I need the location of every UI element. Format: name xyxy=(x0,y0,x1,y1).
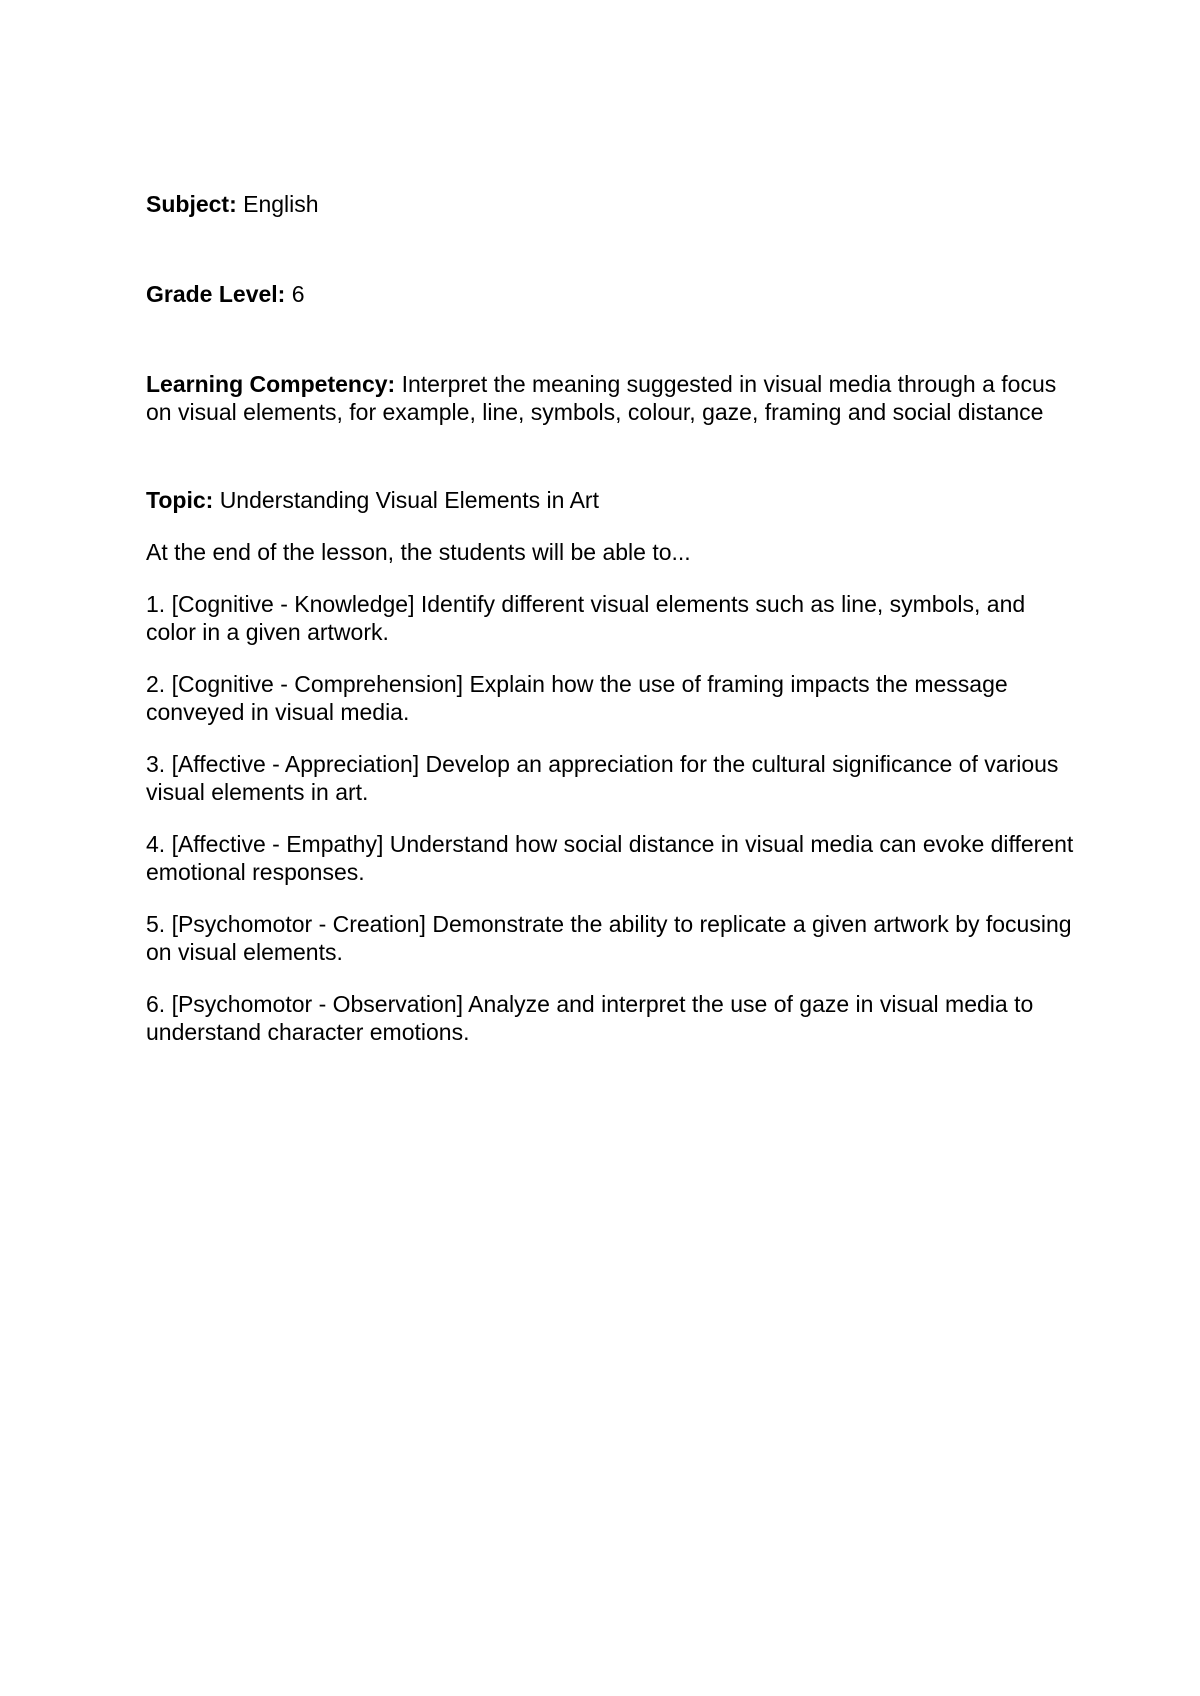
objective-item: 4. [Affective - Empathy] Understand how social distance in visual media can evoke different emotional responses. xyxy=(146,831,1074,885)
objective-item: 2. [Cognitive - Comprehension] Explain how the use of framing impacts the message conveyed in visual media. xyxy=(146,671,1008,725)
objective-item: 3. [Affective - Appreciation] Develop an appreciation for the cultural significance of various visual elements in art. xyxy=(146,751,1059,805)
grade-level-value: 6 xyxy=(291,281,305,307)
document-body xyxy=(146,190,1076,1070)
objectives-list xyxy=(146,590,1076,1046)
learning-competency-label: Learning Competency: xyxy=(146,371,396,397)
objective-item: 1. [Cognitive - Knowledge] Identify different visual elements such as line, symbols, and color in a given artwork. xyxy=(146,591,1026,645)
subject-label: Subject: xyxy=(146,191,237,217)
topic-label: Topic: xyxy=(146,487,214,513)
objectives-intro: At the end of the lesson, the students will be able to... xyxy=(146,539,691,565)
grade-level-label: Grade Level: xyxy=(146,281,286,307)
objective-item: 6. [Psychomotor - Observation] Analyze and interpret the use of gaze in visual media to understand character emotions. xyxy=(146,991,1034,1045)
learning-competency-field xyxy=(146,370,1076,426)
subject-value: English xyxy=(243,191,319,217)
subject-field xyxy=(146,190,1076,218)
learning-competency-value: Interpret the meaning suggested in visual media through a focus on visual elements, for example, line, symbols, colour, gaze, framing and social distance xyxy=(146,371,1057,425)
topic-value: Understanding Visual Elements in Art xyxy=(219,487,599,513)
topic-field xyxy=(146,486,1076,514)
objective-item: 5. [Psychomotor - Creation] Demonstrate the ability to replicate a given artwork by focusing on visual elements. xyxy=(146,911,1072,965)
grade-level-field xyxy=(146,280,1076,308)
